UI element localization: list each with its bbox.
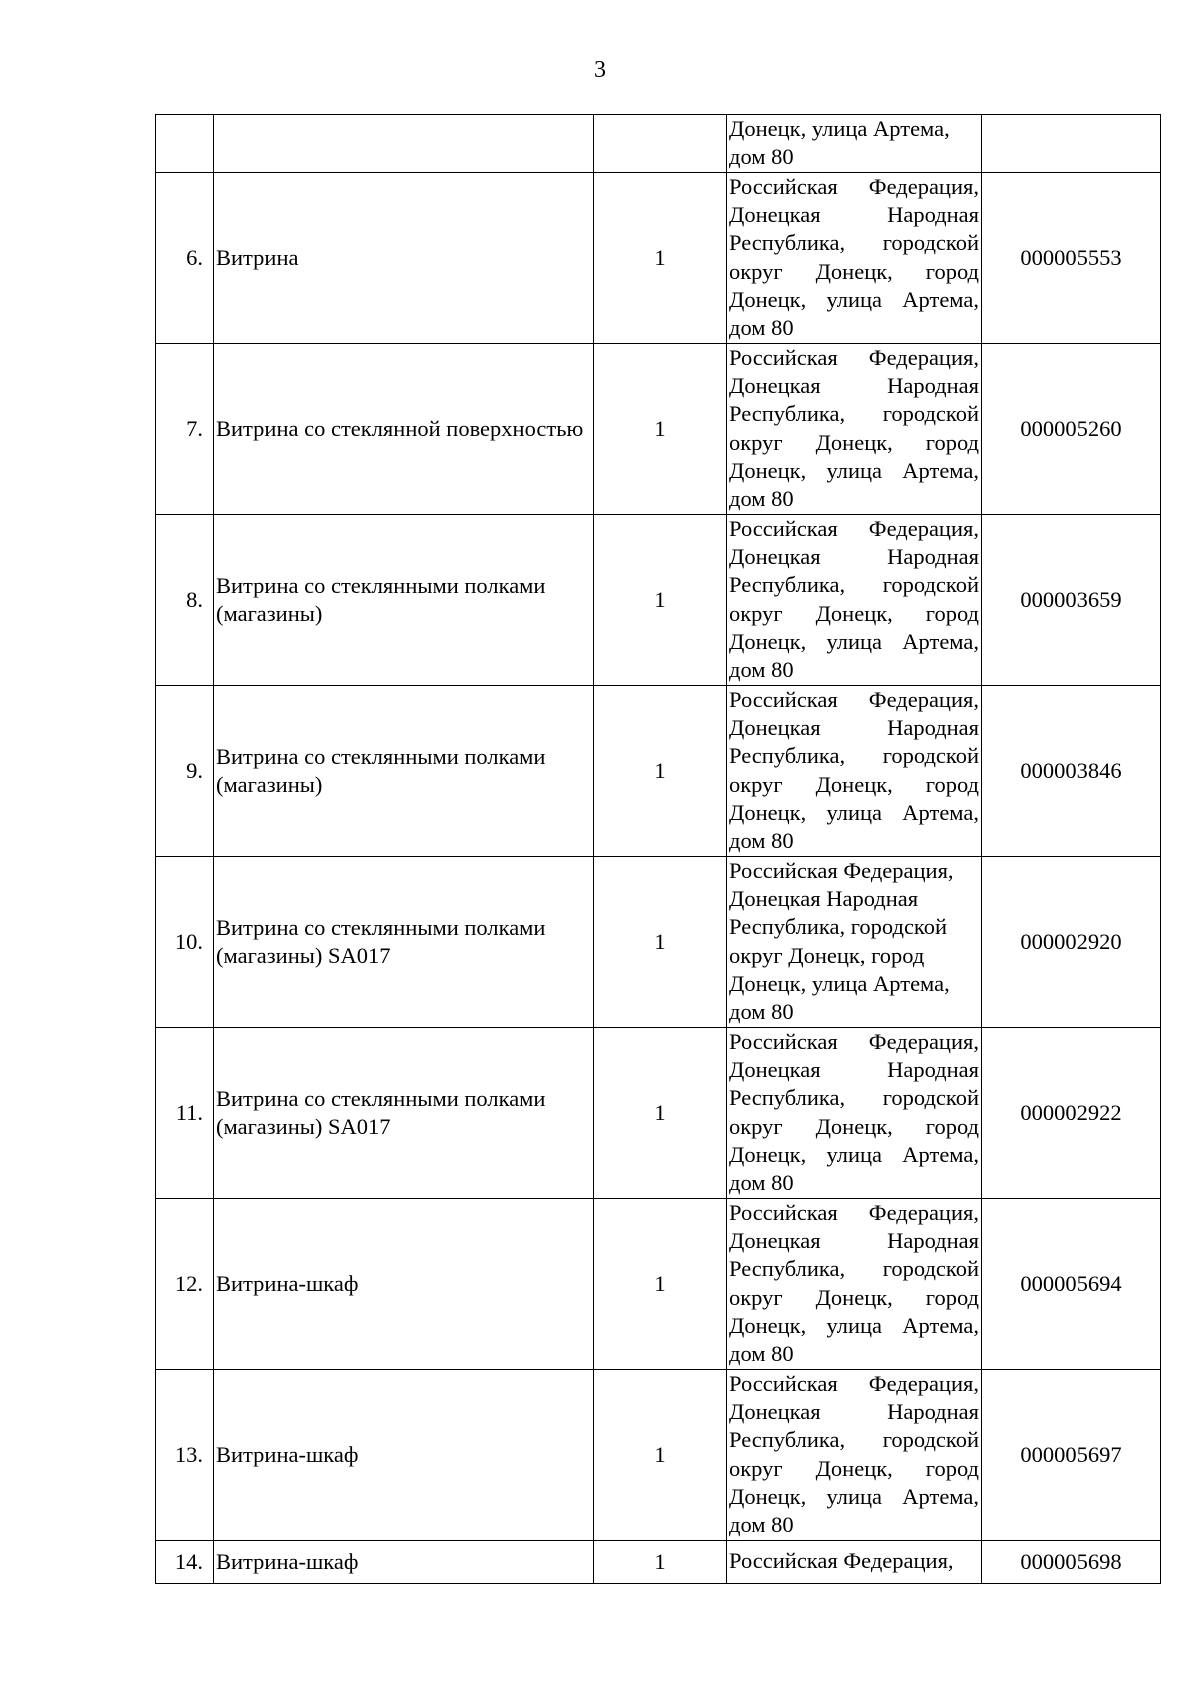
item-name-cell: Витрина со стеклянными полками (магазины) SA017 <box>214 856 594 1027</box>
item-name-cell: Витрина-шкаф <box>214 1369 594 1540</box>
row-number-cell: 13. <box>156 1369 214 1540</box>
inventory-number-cell: 000005260 <box>982 343 1161 514</box>
item-name-cell: Витрина со стеклянными полками (магазины) <box>214 514 594 685</box>
table-row <box>156 1369 1161 1540</box>
table-row <box>156 343 1161 514</box>
table-row <box>156 1027 1161 1198</box>
inventory-table <box>155 114 1161 1584</box>
address-cell: Российская Федерация, Донецкая Народная Республика, городской округ Донецк, город Донецк, улица Артема, дом 80 <box>727 1198 982 1369</box>
row-number-cell: 7. <box>156 343 214 514</box>
page-number: 3 <box>594 57 606 83</box>
row-number-cell: 11. <box>156 1027 214 1198</box>
row-number-cell: 14. <box>156 1540 214 1583</box>
item-name-cell: Витрина-шкаф <box>214 1540 594 1583</box>
item-name-cell <box>214 115 594 173</box>
inventory-number-cell: 000005697 <box>982 1369 1161 1540</box>
table-row <box>156 172 1161 343</box>
quantity-cell: 1 <box>594 343 727 514</box>
row-number-cell: 8. <box>156 514 214 685</box>
quantity-cell: 1 <box>594 172 727 343</box>
inventory-number-cell: 000005553 <box>982 172 1161 343</box>
address-cell: Российская Федерация, Донецкая Народная Республика, городской округ Донецк, город Донецк, улица Артема, дом 80 <box>727 685 982 856</box>
row-number-cell: 9. <box>156 685 214 856</box>
inventory-number-cell <box>982 115 1161 173</box>
address-cell: Российская Федерация, <box>727 1540 982 1583</box>
row-number-cell <box>156 115 214 173</box>
inventory-number-cell: 000003846 <box>982 685 1161 856</box>
quantity-cell: 1 <box>594 1540 727 1583</box>
quantity-cell: 1 <box>594 514 727 685</box>
address-cell: Российская Федерация, Донецкая Народная Республика, городской округ Донецк, город Донецк, улица Артема, дом 80 <box>727 343 982 514</box>
table-row <box>156 514 1161 685</box>
item-name-cell: Витрина-шкаф <box>214 1198 594 1369</box>
address-cell: Донецк, улица Артема, дом 80 <box>727 115 982 173</box>
table-row <box>156 115 1161 173</box>
row-number-cell: 6. <box>156 172 214 343</box>
item-name-cell: Витрина со стеклянной поверхностью <box>214 343 594 514</box>
item-name-cell: Витрина <box>214 172 594 343</box>
address-cell: Российская Федерация, Донецкая Народная Республика, городской округ Донецк, город Донецк, улица Артема, дом 80 <box>727 1369 982 1540</box>
quantity-cell: 1 <box>594 1027 727 1198</box>
table-row <box>156 685 1161 856</box>
quantity-cell: 1 <box>594 685 727 856</box>
quantity-cell: 1 <box>594 1369 727 1540</box>
address-cell: Российская Федерация, Донецкая Народная Республика, городской округ Донецк, город Донецк, улица Артема, дом 80 <box>727 1027 982 1198</box>
table-row <box>156 1540 1161 1583</box>
inventory-number-cell: 000005694 <box>982 1198 1161 1369</box>
item-name-cell: Витрина со стеклянными полками (магазины) SA017 <box>214 1027 594 1198</box>
address-cell: Российская Федерация, Донецкая Народная Республика, городской округ Донецк, город Донецк, улица Артема, дом 80 <box>727 172 982 343</box>
inventory-number-cell: 000002922 <box>982 1027 1161 1198</box>
inventory-number-cell: 000005698 <box>982 1540 1161 1583</box>
quantity-cell: 1 <box>594 856 727 1027</box>
item-name-cell: Витрина со стеклянными полками (магазины) <box>214 685 594 856</box>
row-number-cell: 10. <box>156 856 214 1027</box>
table-row <box>156 856 1161 1027</box>
quantity-cell <box>594 115 727 173</box>
quantity-cell: 1 <box>594 1198 727 1369</box>
table-row <box>156 1198 1161 1369</box>
inventory-number-cell: 000003659 <box>982 514 1161 685</box>
address-cell: Российская Федерация, Донецкая Народная Республика, городской округ Донецк, город Донецк, улица Артема, дом 80 <box>727 856 982 1027</box>
inventory-number-cell: 000002920 <box>982 856 1161 1027</box>
address-cell: Российская Федерация, Донецкая Народная Республика, городской округ Донецк, город Донецк, улица Артема, дом 80 <box>727 514 982 685</box>
row-number-cell: 12. <box>156 1198 214 1369</box>
